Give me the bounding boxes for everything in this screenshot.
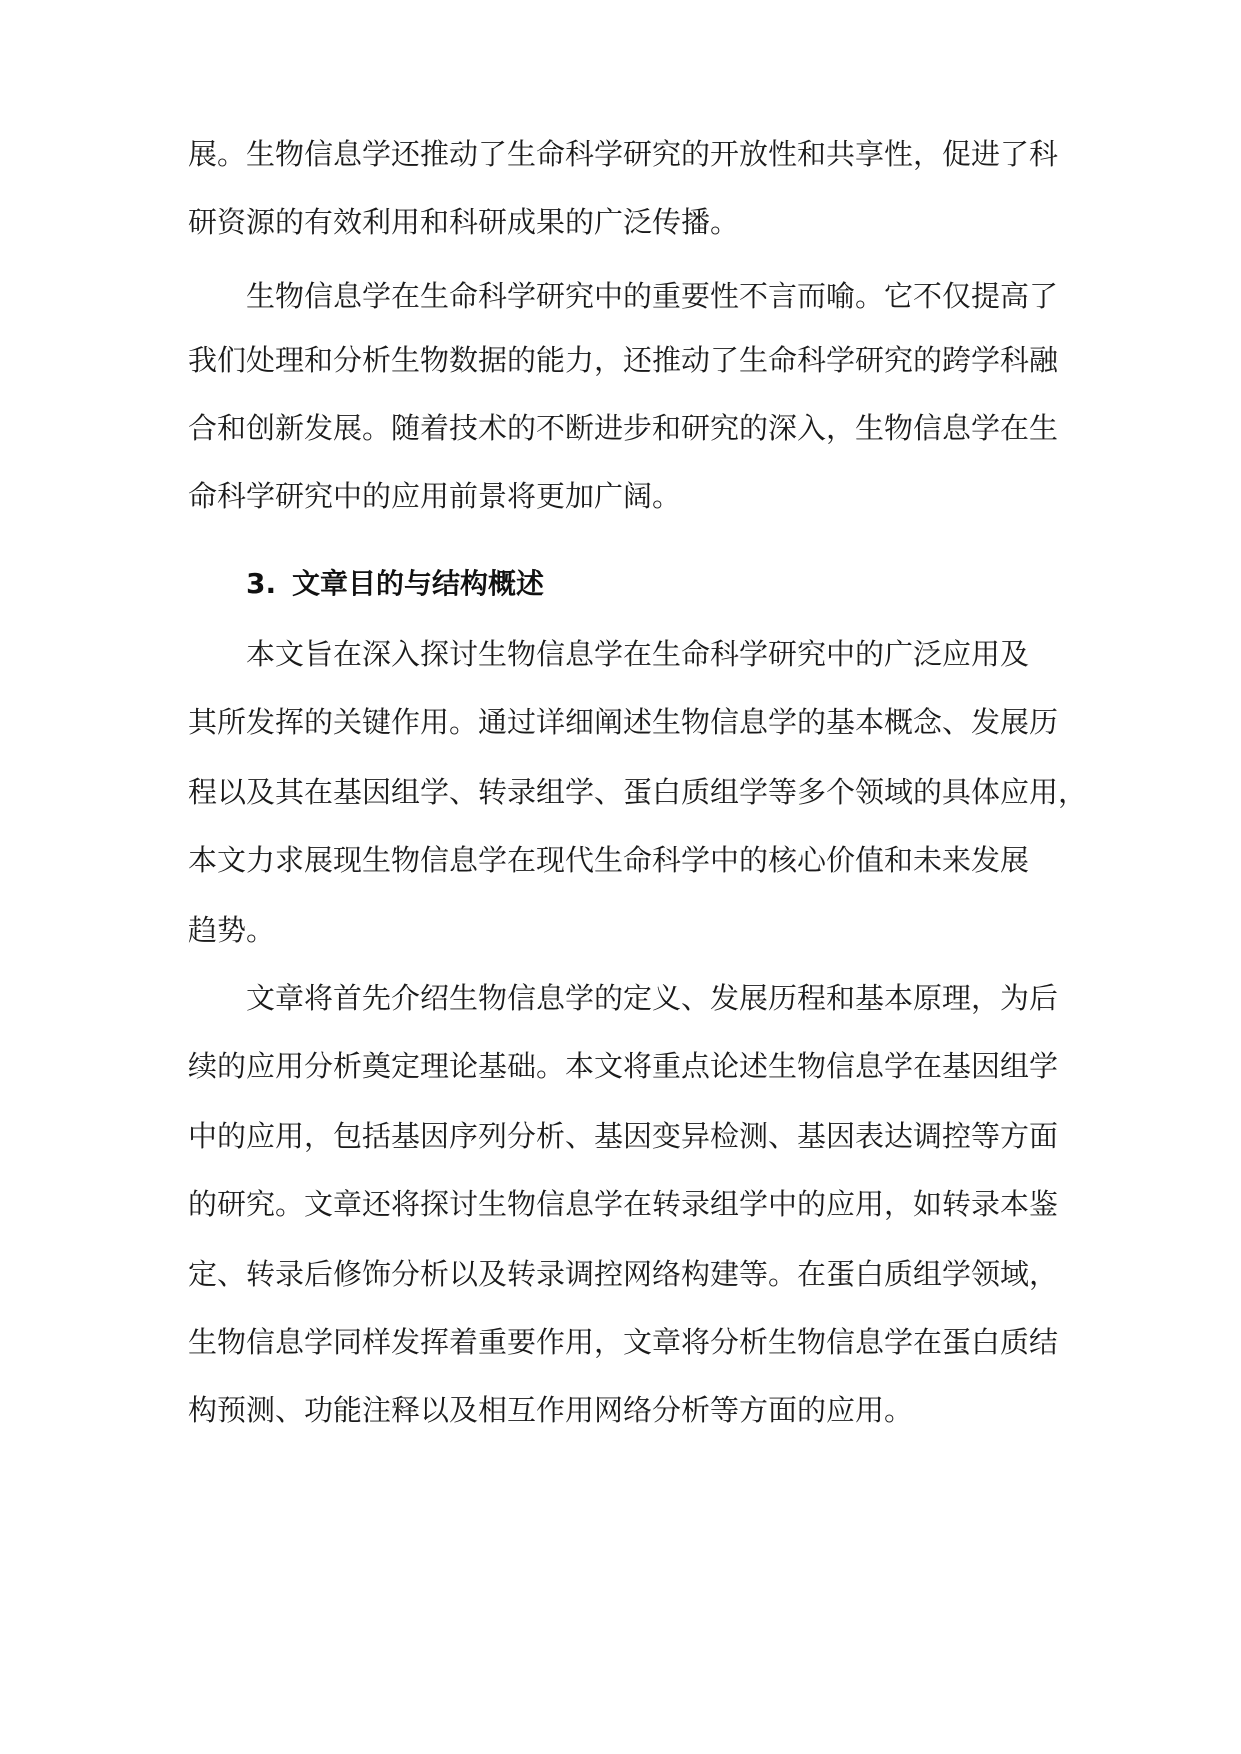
paragraph-structure-line-5: 定、转录后修饰分析以及转录调控网络构建等。在蛋白质组学领域，: [188, 1257, 1059, 1291]
paragraph-purpose-line-5: 趋势。: [188, 913, 276, 947]
paragraph-structure-line-4: 的研究。文章还将探讨生物信息学在转录组学中的应用，如转录本鉴: [188, 1187, 1059, 1221]
section-heading-number: 3.: [246, 567, 277, 600]
paragraph-continuation-line-2: 研资源的有效利用和科研成果的广泛传播。: [188, 205, 740, 239]
paragraph-purpose-line-2: 其所发挥的关键作用。通过详细阐述生物信息学的基本概念、发展历: [188, 705, 1059, 739]
section-heading-title: 文章目的与结构概述: [292, 567, 545, 600]
paragraph-structure-line-3: 中的应用，包括基因序列分析、基因变异检测、基因表达调控等方面: [188, 1119, 1059, 1153]
paragraph-importance-line-4: 命科学研究中的应用前景将更加广阔。: [188, 479, 682, 513]
paragraph-structure-line-7: 构预测、功能注释以及相互作用网络分析等方面的应用。: [188, 1393, 914, 1427]
paragraph-importance-line-1: 生物信息学在生命科学研究中的重要性不言而喻。它不仅提高了: [246, 279, 1059, 313]
paragraph-structure-line-6: 生物信息学同样发挥着重要作用，文章将分析生物信息学在蛋白质结: [188, 1325, 1059, 1359]
section-heading: [246, 564, 544, 604]
paragraph-continuation-line-1: 展。生物信息学还推动了生命科学研究的开放性和共享性，促进了科: [188, 137, 1059, 171]
paragraph-purpose-line-1: 本文旨在深入探讨生物信息学在生命科学研究中的广泛应用及: [246, 637, 1030, 671]
paragraph-importance-line-3: 合和创新发展。随着技术的不断进步和研究的深入，生物信息学在生: [188, 411, 1059, 445]
paragraph-structure-line-2: 续的应用分析奠定理论基础。本文将重点论述生物信息学在基因组学: [188, 1049, 1059, 1083]
paragraph-structure-line-1: 文章将首先介绍生物信息学的定义、发展历程和基本原理，为后: [246, 981, 1059, 1015]
paragraph-purpose-line-4: 本文力求展现生物信息学在现代生命科学中的核心价值和未来发展: [188, 843, 1030, 877]
paragraph-importance-line-2: 我们处理和分析生物数据的能力，还推动了生命科学研究的跨学科融: [188, 343, 1059, 377]
paragraph-purpose-line-3: 程以及其在基因组学、转录组学、蛋白质组学等多个领域的具体应用，: [188, 775, 1088, 809]
